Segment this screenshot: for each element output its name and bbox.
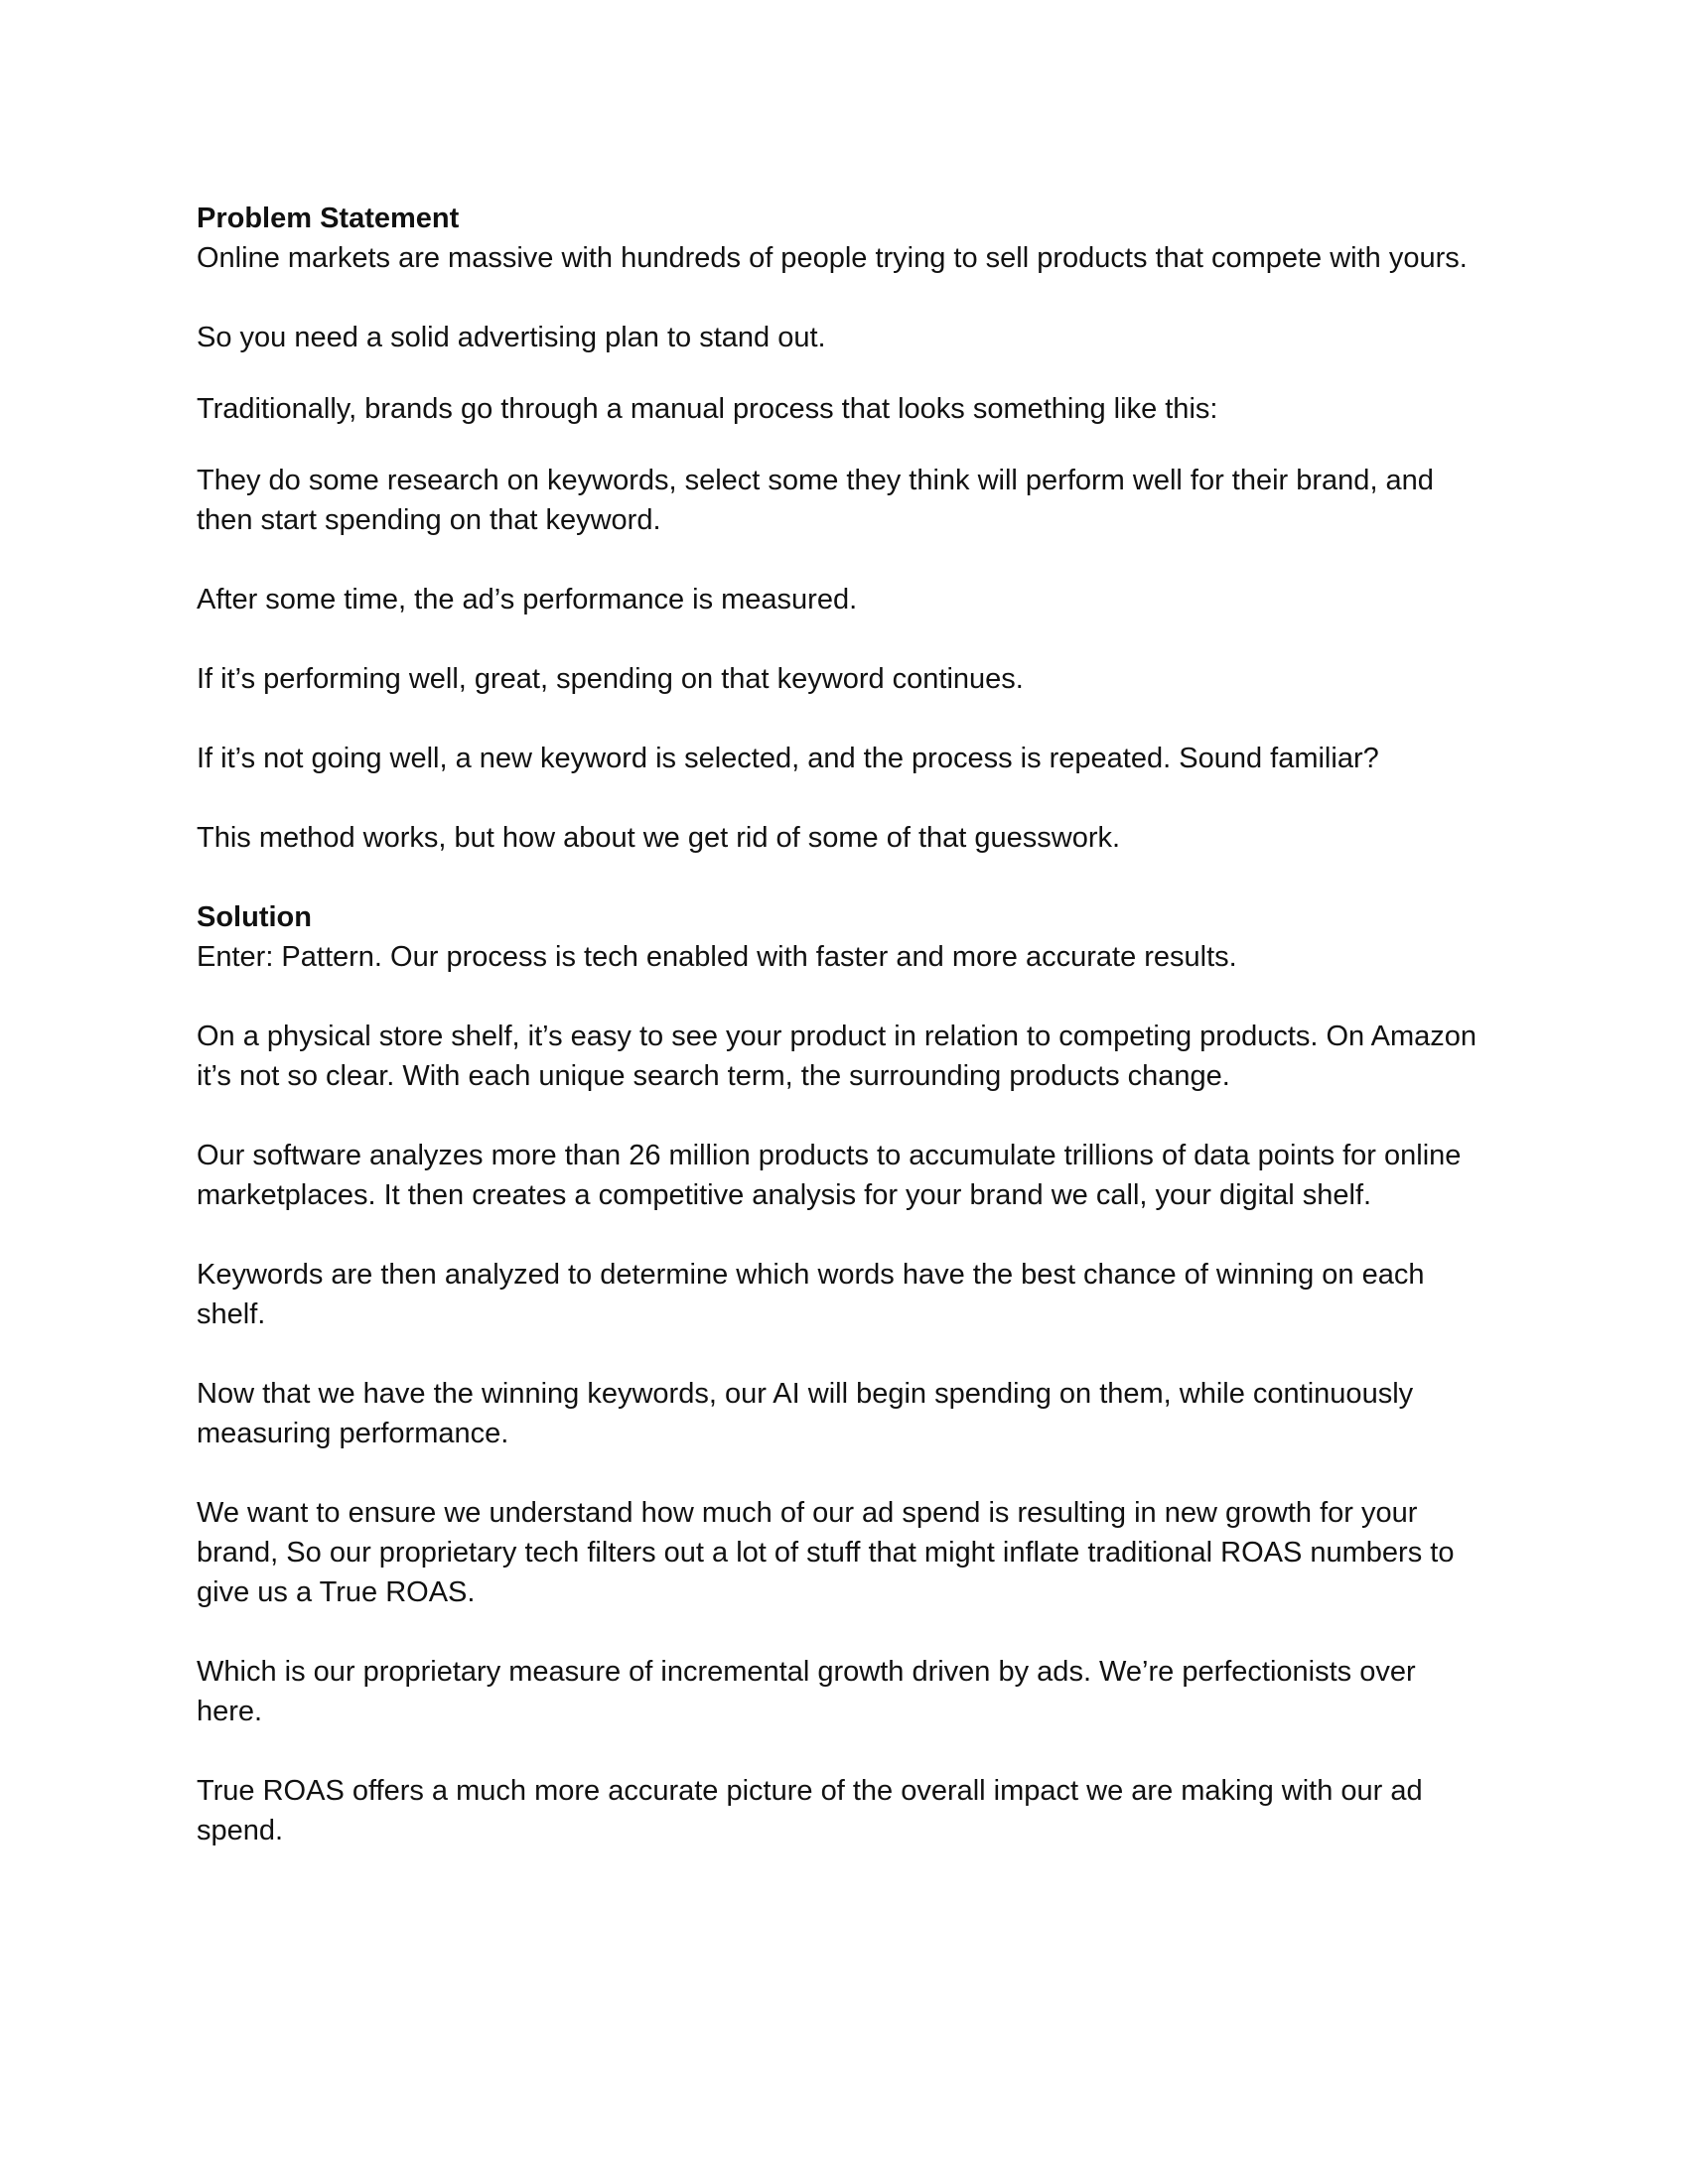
paragraph: They do some research on keywords, select some they think will perform well for their brand, and then start spending on that keyword. xyxy=(197,465,1434,536)
paragraph: Now that we have the winning keywords, our AI will begin spending on them, while continuously measuring performance. xyxy=(197,1378,1414,1449)
paragraph: Enter: Pattern. Our process is tech enabled with faster and more accurate results. xyxy=(197,941,1237,973)
problem-statement-heading: Problem Statement xyxy=(197,203,460,234)
paragraph: If it’s not going well, a new keyword is selected, and the process is repeated. Sound familiar? xyxy=(197,743,1379,774)
document-body xyxy=(197,199,1487,1850)
solution-heading: Solution xyxy=(197,901,312,933)
paragraph: On a physical store shelf, it’s easy to see your product in relation to competing products. On Amazon it’s not so clear. With each unique search term, the surrounding products change. xyxy=(197,1021,1477,1092)
paragraph: We want to ensure we understand how much of our ad spend is resulting in new growth for your brand, So our proprietary tech filters out a lot of stuff that might inflate traditional ROAS numbers to give us a True ROAS. xyxy=(197,1497,1455,1608)
paragraph: Our software analyzes more than 26 million products to accumulate trillions of data points for online marketplaces. It then creates a competitive analysis for your brand we call, your digital shelf. xyxy=(197,1140,1462,1211)
paragraph: This method works, but how about we get rid of some of that guesswork. xyxy=(197,822,1121,854)
paragraph: If it’s performing well, great, spending on that keyword continues. xyxy=(197,663,1024,695)
paragraph: Online markets are massive with hundreds of people trying to sell products that compete with yours. xyxy=(197,242,1468,274)
paragraph: True ROAS offers a much more accurate picture of the overall impact we are making with our ad spend. xyxy=(197,1775,1423,1846)
paragraph: Which is our proprietary measure of incremental growth driven by ads. We’re perfectionists over here. xyxy=(197,1656,1416,1727)
paragraph: Traditionally, brands go through a manual process that looks something like this: xyxy=(197,393,1218,425)
paragraph: After some time, the ad’s performance is measured. xyxy=(197,584,858,615)
paragraph: So you need a solid advertising plan to stand out. xyxy=(197,322,826,353)
paragraph: Keywords are then analyzed to determine which words have the best chance of winning on each shelf. xyxy=(197,1259,1425,1330)
